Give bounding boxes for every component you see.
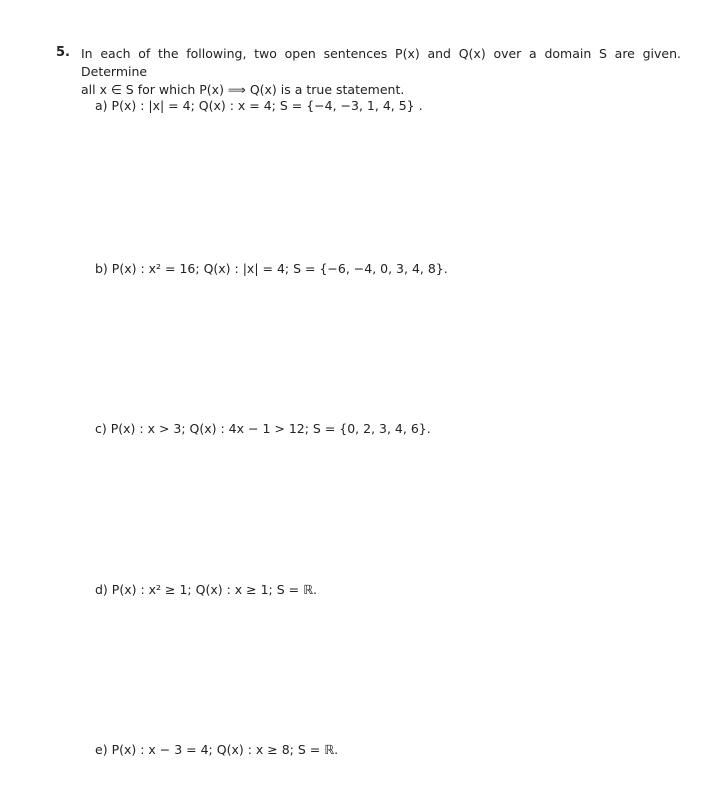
part-b-label: b) [95, 261, 108, 276]
problem-statement [81, 45, 681, 99]
problem-statement-line-2: all x ∈ S for which P(x) ⟹ Q(x) is a true statement. [81, 82, 405, 97]
part-a [95, 98, 423, 113]
problem-number: 5. [56, 45, 70, 60]
part-a-content: P(x) : |x| = 4; Q(x) : x = 4; S = {−4, −3, 1, 4, 5} . [111, 98, 423, 113]
part-e-content: P(x) : x − 3 = 4; Q(x) : x ≥ 8; S = ℝ. [111, 742, 339, 757]
part-a-label: a) [95, 98, 108, 113]
part-d-content: P(x) : x² ≥ 1; Q(x) : x ≥ 1; S = ℝ. [111, 582, 317, 597]
part-c-label: c) [95, 421, 107, 436]
part-d-label: d) [95, 582, 108, 597]
part-d [95, 582, 317, 597]
part-e-label: e) [95, 742, 108, 757]
part-b [95, 261, 448, 276]
part-b-content: P(x) : x² = 16; Q(x) : |x| = 4; S = {−6, −4, 0, 3, 4, 8}. [111, 261, 448, 276]
part-e [95, 742, 338, 757]
problem-statement-line-1: In each of the following, two open sentences P(x) and Q(x) over a domain S are given. Determine [81, 46, 681, 79]
part-c-content: P(x) : x > 3; Q(x) : 4x − 1 > 12; S = {0, 2, 3, 4, 6}. [110, 421, 431, 436]
part-c [95, 421, 431, 436]
